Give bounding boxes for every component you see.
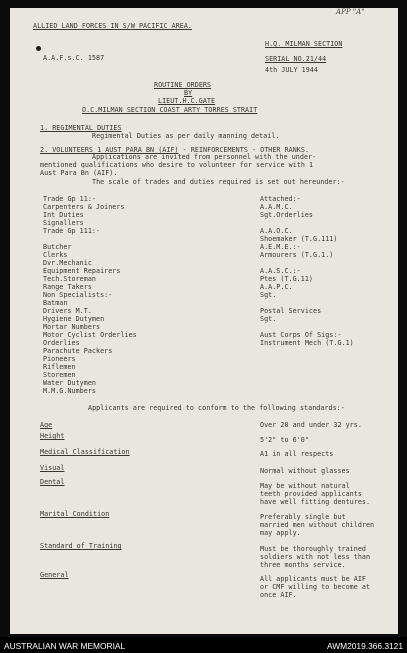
- trade-right: A.A.O.C.: [260, 227, 293, 235]
- trade-left: Drivers M.T.: [43, 307, 92, 315]
- trade-left: Pioneers: [43, 355, 76, 363]
- document-page: [10, 8, 398, 634]
- trade-left: Tech.Storeman: [43, 275, 96, 283]
- trade-left: Storemen: [43, 371, 76, 379]
- trade-right: Armourers (T.G.1.): [260, 251, 334, 259]
- standard-value: Must be thoroughly trained: [260, 545, 366, 553]
- trade-left: Signallers: [43, 219, 84, 227]
- standard-label: Dental: [40, 478, 65, 486]
- section2-heading-part: 2. VOLUNTEERS 1 AUST PARA BN (AIF): [40, 146, 179, 154]
- trade-right: A.A.M.C.: [260, 203, 293, 211]
- orders-officer: LIEUT.H.C.GATE: [158, 97, 216, 105]
- trade-right: A.A.P.C.: [260, 283, 293, 291]
- trade-right: Sgt.: [260, 315, 277, 323]
- standard-value: married men without children: [260, 521, 375, 529]
- standards-intro: Applicants are required to conform to the following standards:-: [88, 404, 345, 412]
- trade-left: Trade Gp 11:-: [43, 195, 96, 203]
- trade-right: A.E.M.E.:-: [260, 243, 301, 251]
- footer-source: AUSTRALIAN WAR MEMORIAL: [4, 641, 126, 651]
- section2-line: Applications are invited from personnel with the under-: [92, 153, 317, 161]
- section1-text: Regimental Duties as per daily manning detail.: [92, 132, 280, 140]
- trade-right: Instrument Mech (T.G.1): [260, 339, 354, 347]
- standard-label: Age: [40, 421, 53, 429]
- trade-right: Attached:-: [260, 195, 301, 203]
- standard-value: have well fitting dentures.: [260, 498, 371, 506]
- standard-value: All applicants must be AIF: [260, 575, 366, 583]
- trade-left: Butcher: [43, 243, 72, 251]
- trade-left: Range Takers: [43, 283, 92, 291]
- trade-right: Postal Services: [260, 307, 322, 315]
- trade-left: Equipment Repairers: [43, 267, 121, 275]
- standard-value: soldiers with not less than: [260, 553, 371, 561]
- document-title: ALLIED LAND FORCES IN S/W PACIFIC AREA.: [33, 22, 192, 30]
- serial-number: SERIAL NO.21/44: [265, 55, 327, 63]
- standard-label: General: [40, 571, 69, 579]
- standard-value: once AIF.: [260, 591, 297, 599]
- section2-line: mentioned qualifications who desire to volunteer for service with 1: [40, 161, 314, 169]
- trade-left: Riflemen: [43, 363, 76, 371]
- standard-value: Over 20 and under 32 yrs.: [260, 421, 362, 429]
- standard-label: Visual: [40, 464, 65, 472]
- punch-hole: [36, 46, 41, 51]
- trade-left: Trade Gp 111:-: [43, 227, 101, 235]
- orders-by: BY: [184, 89, 193, 97]
- section2-line: Aust Para Bn (AIF).: [40, 169, 118, 177]
- trade-left: Water Dutymen: [43, 379, 96, 387]
- trade-left: Hygiene Dutymen: [43, 315, 105, 323]
- trade-left: Parachute Packers: [43, 347, 113, 355]
- standard-value: or CMF willing to become at: [260, 583, 371, 591]
- trade-right: Shoemaker (T.G.111): [260, 235, 338, 243]
- standard-value: Normal without glasses: [260, 467, 350, 475]
- section1-heading: 1. REGIMENTAL DUTIES: [40, 124, 122, 132]
- trade-left: Mortar Numbers: [43, 323, 101, 331]
- orders-title: ROUTINE ORDERS: [154, 81, 212, 89]
- standard-value: three months service.: [260, 561, 346, 569]
- section2-heading-suffix: - REINFORCEMENTS - OTHER RANKS.: [178, 146, 310, 154]
- trade-left: M.M.G.Numbers: [43, 387, 96, 395]
- trade-left: Batman: [43, 299, 68, 307]
- trade-left: Clerks: [43, 251, 68, 259]
- trade-right: A.A.S.C.:-: [260, 267, 301, 275]
- standard-label: Marital Condition: [40, 510, 110, 518]
- standard-value: Preferably single but: [260, 513, 346, 521]
- standard-label: Standard of Training: [40, 542, 122, 550]
- trade-right: Ptes (T.G.11): [260, 275, 313, 283]
- document-date: 4th JULY 1944: [265, 66, 318, 74]
- trade-right: Aust Corps Of Sigs:-: [260, 331, 342, 339]
- form-number: A.A.F.s.C. 1587: [43, 54, 105, 62]
- standard-value: teeth provided applicants: [260, 490, 362, 498]
- trade-left: Carpenters & Joiners: [43, 203, 125, 211]
- standard-label: Medical Classification: [40, 448, 130, 456]
- unit-name: H.Q. MILMAN SECTION: [265, 40, 343, 48]
- trade-left: Dvr.Mechanic: [43, 259, 92, 267]
- trade-left: Int Duties: [43, 211, 84, 219]
- trade-right: Sgt.Orderlies: [260, 211, 313, 219]
- footer-reference: AWM2019.366.3121: [326, 641, 403, 651]
- section2-line: The scale of trades and duties required is set out hereunder:-: [92, 178, 345, 186]
- trade-left: Motor Cyclist Orderlies: [43, 331, 137, 339]
- handwritten-annotation: APP "A": [336, 8, 365, 16]
- standard-value: 5'2" to 6'0": [260, 436, 309, 444]
- standard-value: may apply.: [260, 529, 301, 537]
- standard-value: A1 in all respects: [260, 450, 334, 458]
- footer-bar: [0, 637, 407, 653]
- trade-left: Non Specialists:-: [43, 291, 113, 299]
- orders-command: O.C.MILMAN SECTION COAST ARTY TORRES STRAIT: [82, 106, 258, 114]
- trade-right: Sgt.: [260, 291, 277, 299]
- standard-value: May be without natural: [260, 482, 350, 490]
- standard-label: Height: [40, 432, 65, 440]
- trade-left: Orderlies: [43, 339, 80, 347]
